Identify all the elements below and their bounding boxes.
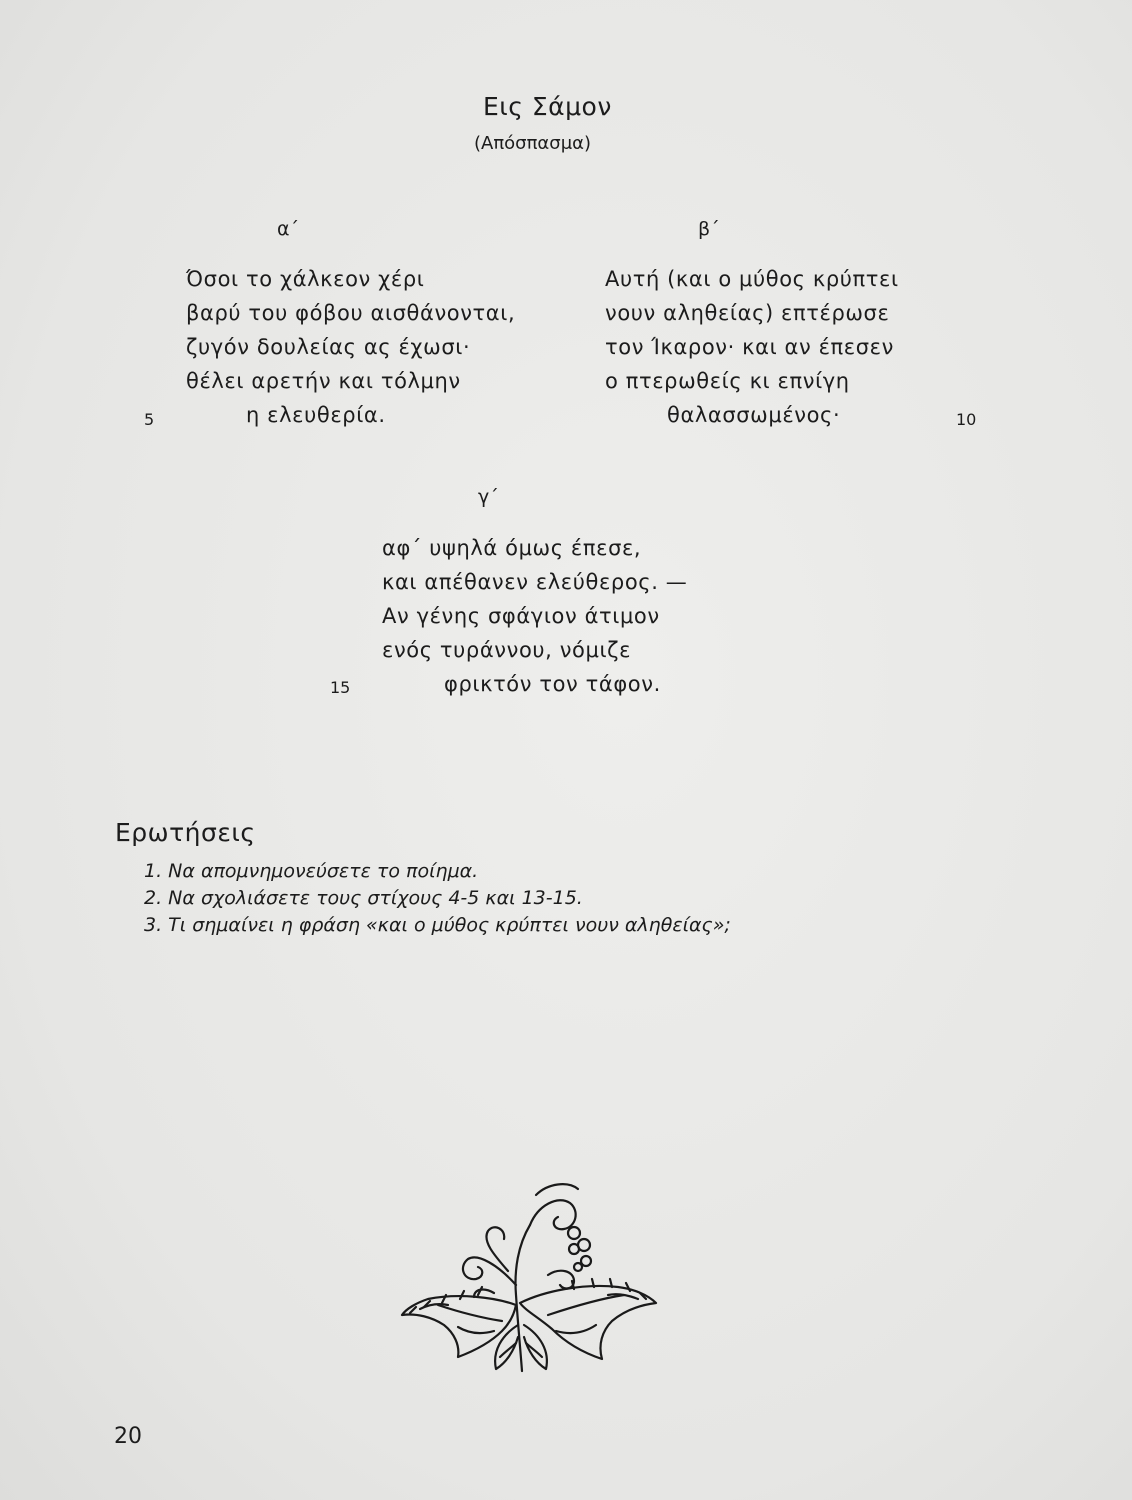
line-number-10: 10	[956, 410, 977, 429]
verse-line: ζυγόν δουλείας ας έχωσι·	[186, 335, 471, 359]
acanthus-leaf-ornament-icon	[398, 1175, 660, 1375]
stanza-label-b: β΄	[698, 218, 720, 240]
verse-line: Όσοι το χάλκεον χέρι	[186, 267, 425, 291]
verse-line: νουν αληθείας) επτέρωσε	[605, 301, 890, 325]
poem-title: Εις Σάμον	[483, 92, 612, 121]
line-number-5: 5	[144, 410, 155, 429]
verse-line: φρικτόν τον τάφον.	[444, 672, 661, 696]
questions-heading: Ερωτήσεις	[115, 818, 256, 847]
verse-line: ο πτερωθείς κι επνίγη	[605, 369, 850, 393]
verse-line: τον Ίκαρον· και αν έπεσεν	[605, 335, 894, 359]
question-item: 3. Τι σημαίνει η φράση «και ο μύθος κρύπτει νουν αληθείας»;	[144, 914, 731, 936]
verse-line: βαρύ του φόβου αισθάνονται,	[186, 301, 516, 325]
stanza-label-c: γ΄	[478, 486, 499, 508]
stanza-label-a: α΄	[277, 218, 300, 240]
line-number-15: 15	[330, 678, 351, 697]
verse-line: Αν γένης σφάγιον άτιμον	[382, 604, 660, 628]
verse-line: και απέθανεν ελεύθερος. —	[382, 570, 688, 594]
stanza-b	[605, 262, 899, 432]
stanza-a	[186, 262, 515, 432]
question-item: 1. Να απομνημονεύσετε το ποίημα.	[144, 860, 479, 882]
verse-line: ενός τυράννου, νόμιζε	[382, 638, 632, 662]
question-item: 2. Να σχολιάσετε τους στίχους 4-5 και 13-15.	[144, 887, 583, 909]
verse-line: Αυτή (και ο μύθος κρύπτει	[605, 267, 899, 291]
verse-line: θαλασσωμένος·	[667, 403, 841, 427]
page-number: 20	[114, 1424, 142, 1449]
verse-line: η ελευθερία.	[246, 403, 386, 427]
verse-line: αφ΄ υψηλά όμως έπεσε,	[382, 536, 642, 560]
questions-list	[144, 858, 731, 939]
stanza-c	[382, 531, 687, 701]
verse-line: θέλει αρετήν και τόλμην	[186, 369, 461, 393]
poem-subtitle: (Απόσπασμα)	[474, 133, 592, 154]
